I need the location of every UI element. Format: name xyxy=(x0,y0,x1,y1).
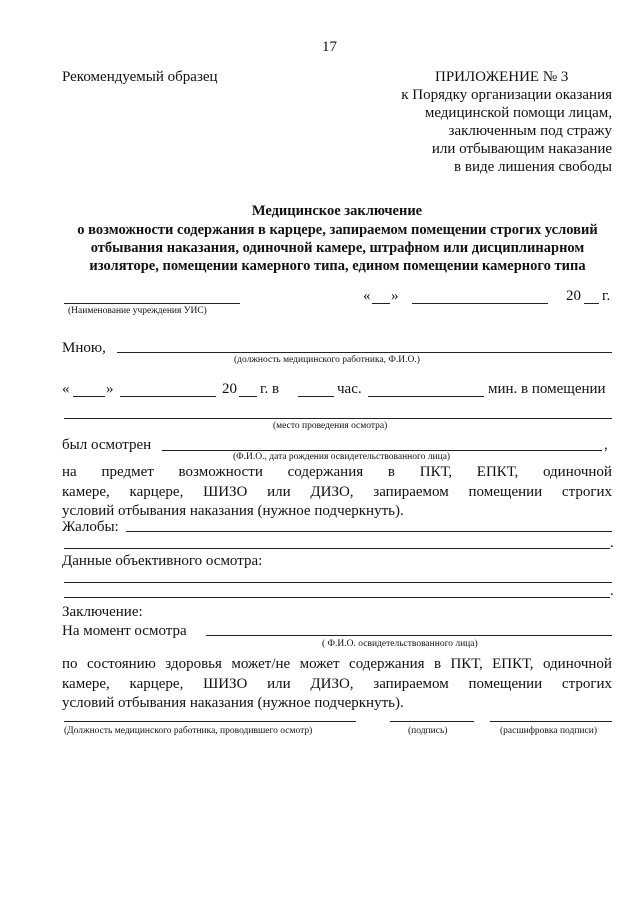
subtitle-line: изоляторе, помещении камерного типа, едином помещении камерного типа xyxy=(89,258,586,274)
date-quote-open: « xyxy=(363,288,371,304)
signature-decoding-caption: (расшифровка подписи) xyxy=(500,726,597,736)
examined-comma: , xyxy=(604,437,608,453)
word: содержания xyxy=(287,464,364,480)
word: ШИЗО xyxy=(203,676,248,692)
day-field xyxy=(372,303,390,304)
appendix-line: или отбывающим наказание xyxy=(431,141,612,157)
conclusion-person-caption: ( Ф.И.О. освидетельствованного лица) xyxy=(322,639,478,649)
complaints-dot: . xyxy=(610,535,614,551)
subtitle-line: отбывания наказания, одиночной камере, штрафном или дисциплинарном xyxy=(90,240,585,256)
subject-line-2 xyxy=(62,483,612,501)
word: предмет xyxy=(101,464,154,480)
objective-field-2 xyxy=(64,597,610,598)
medic-field xyxy=(117,352,612,353)
word: или xyxy=(267,676,291,692)
institution-name-caption: (Наименование учреждения УИС) xyxy=(68,306,207,316)
word: ЕПКТ, xyxy=(492,656,534,672)
year-prefix: 20 xyxy=(566,288,581,304)
health-line-1 xyxy=(62,655,612,673)
document-title: Медицинское заключение xyxy=(251,203,423,219)
time-year-field xyxy=(239,396,257,397)
examined-person-caption: (Ф.И.О., дата рождения освидетельствованного лица) xyxy=(233,452,451,462)
word: строгих xyxy=(561,676,612,692)
time-quote-open: « xyxy=(62,381,70,397)
word: помещении xyxy=(468,484,543,500)
word: ДИЗО, xyxy=(310,484,354,500)
appendix-block xyxy=(380,86,612,176)
place-caption: (место проведения осмотра) xyxy=(273,421,388,431)
word: камере, xyxy=(62,676,110,692)
word: ДИЗО, xyxy=(310,676,354,692)
word: камере, xyxy=(62,484,110,500)
subject-line-3: условий отбывания наказания (нужное подчеркнуть). xyxy=(62,503,404,519)
subject-line-1 xyxy=(62,463,612,481)
word: ПКТ, xyxy=(450,656,483,672)
examined-person-field xyxy=(162,450,602,451)
signature-field xyxy=(390,721,474,722)
position-caption: (Должность медицинского работника, проводившего осмотр) xyxy=(64,726,313,736)
document-subtitle xyxy=(50,221,625,275)
minutes-field xyxy=(368,396,484,397)
word: здоровья xyxy=(165,656,222,672)
complaints-label: Жалобы: xyxy=(62,519,119,535)
word: по xyxy=(62,656,78,672)
objective-dot: . xyxy=(610,583,614,599)
time-month-field xyxy=(120,396,216,397)
appendix-line: заключенным под стражу xyxy=(448,123,612,139)
word: помещении xyxy=(468,676,543,692)
time-year-prefix: 20 xyxy=(222,381,237,397)
hours-field xyxy=(298,396,334,397)
word: содержания xyxy=(349,656,425,672)
by-me-label: Мною, xyxy=(62,340,106,356)
word: на xyxy=(62,464,77,480)
word: запираемом xyxy=(373,676,449,692)
appendix-line: в виде лишения свободы xyxy=(454,159,612,175)
date-quote-close: » xyxy=(391,288,399,304)
word: или xyxy=(267,484,291,500)
health-line-2 xyxy=(62,675,612,693)
word: одиночной xyxy=(542,464,612,480)
appendix-line: к Порядку организации оказания xyxy=(401,87,612,103)
complaints-field-2 xyxy=(64,548,610,549)
year-suffix: г. xyxy=(602,288,611,304)
word: строгих xyxy=(561,484,612,500)
month-field xyxy=(412,303,548,304)
page-number: 17 xyxy=(322,39,337,55)
subtitle-line: о возможности содержания в карцере, запираемом помещении строгих условий xyxy=(77,222,598,238)
place-field xyxy=(64,418,612,419)
word: одиночной xyxy=(542,656,612,672)
at-moment-label: На момент осмотра xyxy=(62,623,187,639)
word: запираемом xyxy=(373,484,449,500)
conclusion-person-field xyxy=(206,635,612,636)
health-line-3: условий отбывания наказания (нужное подчеркнуть). xyxy=(62,695,404,711)
objective-field-1 xyxy=(64,582,612,583)
word: в xyxy=(387,464,395,480)
complaints-field-1 xyxy=(126,531,612,532)
signature-caption: (подпись) xyxy=(408,726,448,736)
word: ЕПКТ, xyxy=(476,464,519,480)
word: ШИЗО xyxy=(203,484,248,500)
recommended-sample-label: Рекомендуемый образец xyxy=(62,69,218,85)
appendix-line: медицинской помощи лицам, xyxy=(424,105,612,121)
word: может xyxy=(299,656,340,672)
objective-label: Данные объективного осмотра: xyxy=(62,553,263,569)
minutes-in-room-label: мин. в помещении xyxy=(488,381,606,397)
word: возможности xyxy=(178,464,263,480)
conclusion-label: Заключение: xyxy=(62,604,143,620)
word: ПКТ, xyxy=(419,464,453,480)
time-quote-close: » xyxy=(106,381,114,397)
appendix-title: ПРИЛОЖЕНИЕ № 3 xyxy=(435,69,569,85)
word: карцере, xyxy=(129,484,184,500)
position-signature-field xyxy=(64,721,356,722)
institution-name-line xyxy=(64,303,240,304)
time-day-field xyxy=(73,396,105,397)
year-field xyxy=(584,303,599,304)
word: может/не xyxy=(231,656,291,672)
medic-field-caption: (должность медицинского работника, Ф.И.О.) xyxy=(234,355,420,365)
word: карцере, xyxy=(129,676,184,692)
word: состоянию xyxy=(86,656,156,672)
word: в xyxy=(433,656,442,672)
time-g-v: г. в xyxy=(260,381,280,397)
examined-label: был осмотрен xyxy=(62,437,152,453)
hours-label: час. xyxy=(337,381,362,397)
signature-decoding-field xyxy=(490,721,612,722)
